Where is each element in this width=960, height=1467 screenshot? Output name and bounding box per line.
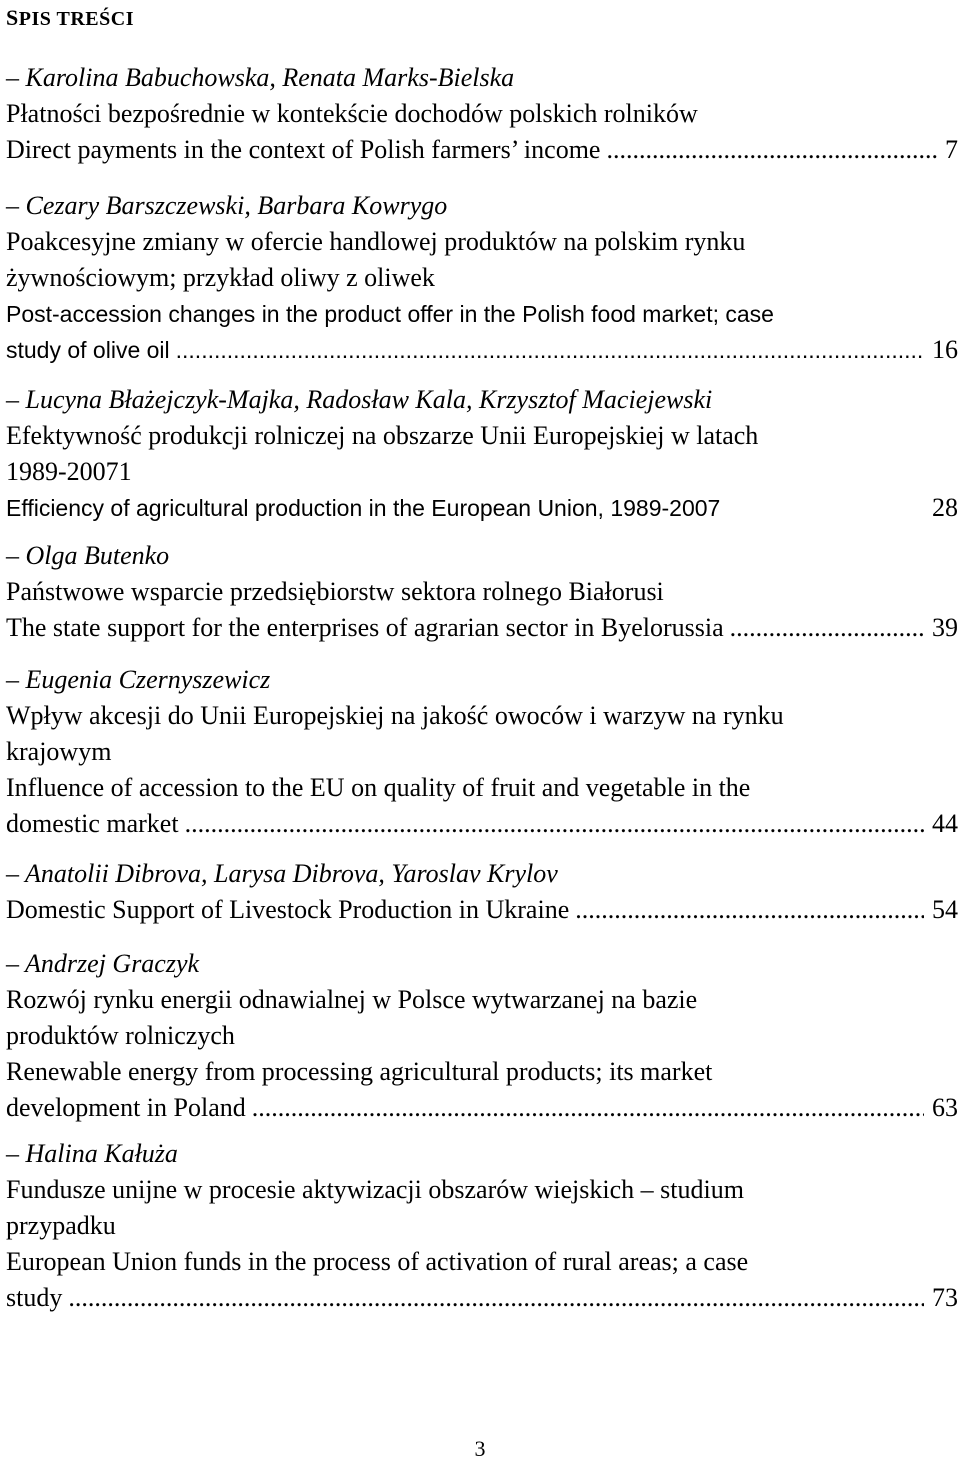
dot-leader bbox=[575, 892, 924, 928]
entry-authors: – Andrzej Graczyk bbox=[6, 949, 200, 978]
entry-title-en: Direct payments in the context of Polish farmers’ income bbox=[6, 135, 601, 164]
entry-title-pl: Efektywność produkcji rolniczej na obszarze Unii Europejskiej w latach bbox=[6, 421, 759, 450]
entry-authors: – Cezary Barszczewski, Barbara Kowrygo bbox=[6, 191, 448, 220]
entry-page-number: 63 bbox=[932, 1093, 958, 1122]
dot-leader bbox=[606, 132, 937, 168]
entry-title-en: Influence of accession to the EU on quality of fruit and vegetable in the bbox=[6, 773, 751, 802]
dot-leader bbox=[252, 1090, 924, 1126]
entry-authors: – Halina Kałuża bbox=[6, 1139, 178, 1168]
entry-page-number: 28 bbox=[932, 493, 958, 522]
entry-title-en-with-page bbox=[6, 332, 958, 368]
entry-title-pl: Płatności bezpośrednie w kontekście dochodów polskich rolników bbox=[6, 99, 698, 128]
entry-authors: – Lucyna Błażejczyk-Majka, Radosław Kala, Krzysztof Maciejewski bbox=[6, 385, 713, 414]
entry-authors: – Karolina Babuchowska, Renata Marks-Bielska bbox=[6, 63, 515, 92]
entry-title-en-with-page bbox=[6, 132, 958, 168]
entry-authors: – Olga Butenko bbox=[6, 541, 170, 570]
entry-title-en: study of olive oil bbox=[6, 337, 170, 363]
entry-title-en: Renewable energy from processing agricultural products; its market bbox=[6, 1057, 713, 1086]
entry-title-pl: Poakcesyjne zmiany w ofercie handlowej produktów na polskim rynku bbox=[6, 227, 746, 256]
entry-title-en: Efficiency of agricultural production in the European Union, 1989-2007 bbox=[6, 495, 721, 521]
dot-leader bbox=[176, 332, 924, 368]
entry-title-en: study bbox=[6, 1283, 63, 1312]
entry-title-en: Post-accession changes in the product offer in the Polish food market; case bbox=[6, 301, 774, 327]
entry-page-number: 44 bbox=[932, 809, 958, 838]
entry-title-pl: Rozwój rynku energii odnawialnej w Polsce wytwarzanej na bazie bbox=[6, 985, 698, 1014]
entry-title-en-with-page bbox=[6, 490, 958, 526]
entry-page-number: 16 bbox=[932, 335, 958, 364]
entry-title-en: domestic market bbox=[6, 809, 179, 838]
dot-leader bbox=[68, 1280, 924, 1316]
entry-title-en: development in Poland bbox=[6, 1093, 246, 1122]
entry-title-pl: krajowym bbox=[6, 737, 112, 766]
entry-authors: – Eugenia Czernyszewicz bbox=[6, 665, 271, 694]
entry-title-en: European Union funds in the process of activation of rural areas; a case bbox=[6, 1247, 749, 1276]
entry-page-number: 54 bbox=[932, 895, 958, 924]
entry-title-pl: Państwowe wsparcie przedsiębiorstw sektora rolnego Białorusi bbox=[6, 577, 664, 606]
entry-page-number: 39 bbox=[932, 613, 958, 642]
entry-page-number: 73 bbox=[932, 1283, 958, 1312]
toc-heading-initial: S bbox=[6, 5, 19, 30]
entry-title-pl: żywnościowym; przykład oliwy z oliwek bbox=[6, 263, 435, 292]
entry-authors: – Anatolii Dibrova, Larysa Dibrova, Yaroslav Krylov bbox=[6, 859, 558, 888]
entry-title-pl: przypadku bbox=[6, 1211, 116, 1240]
entry-title-en-with-page bbox=[6, 1090, 958, 1126]
entry-title-en-with-page bbox=[6, 892, 958, 928]
entry-title-pl: 1989-20071 bbox=[6, 457, 132, 486]
entry-title-pl: Wpływ akcesji do Unii Europejskiej na jakość owoców i warzyw na rynku bbox=[6, 701, 784, 730]
entry-title-en-with-page bbox=[6, 610, 958, 646]
dot-leader bbox=[185, 806, 924, 842]
entry-title-en-with-page bbox=[6, 1280, 958, 1316]
entry-title-pl: Fundusze unijne w procesie aktywizacji obszarów wiejskich – studium bbox=[6, 1175, 744, 1204]
entry-page-number: 7 bbox=[945, 135, 958, 164]
dot-leader bbox=[730, 610, 924, 646]
entry-title-en-with-page bbox=[6, 806, 958, 842]
page-number: 3 bbox=[474, 1436, 486, 1461]
toc-heading bbox=[6, 5, 134, 31]
toc-heading-rest: PIS TREŚCI bbox=[18, 8, 134, 30]
entry-title-en: The state support for the enterprises of agrarian sector in Byelorussia bbox=[6, 613, 724, 642]
entry-title-pl: produktów rolniczych bbox=[6, 1021, 235, 1050]
entry-title-en: Domestic Support of Livestock Production in Ukraine bbox=[6, 895, 570, 924]
